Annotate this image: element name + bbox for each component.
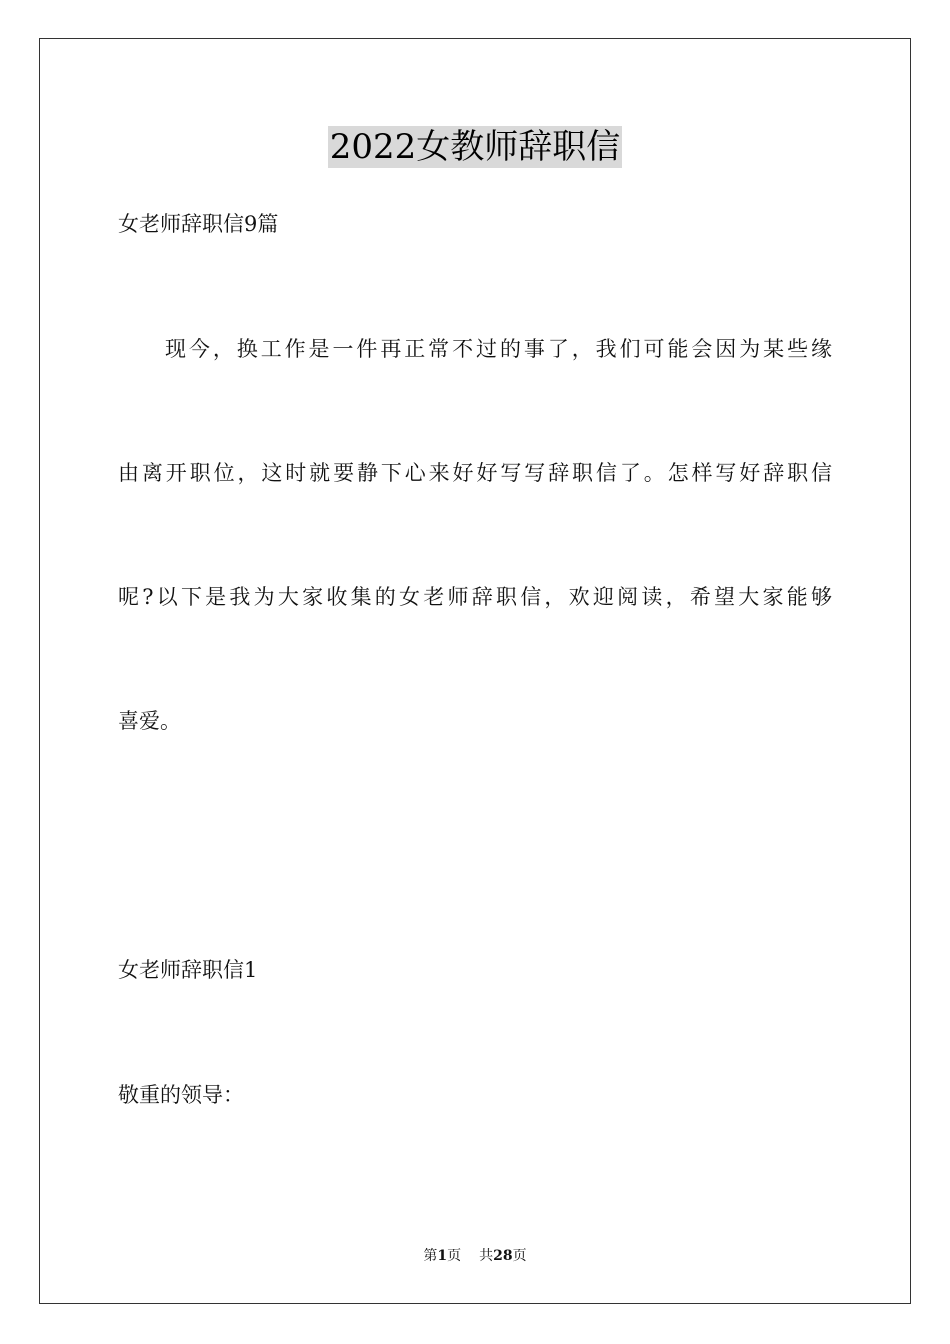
footer-total-suffix: 页 <box>512 1248 527 1264</box>
intro-line-1: 现今，换工作是一件再正常不过的事了，我们可能会因为某些缘 <box>165 337 832 361</box>
intro-line-3: 呢?以下是我为大家收集的女老师辞职信，欢迎阅读，希望大家能够 <box>118 585 832 609</box>
document-subtitle: 女老师辞职信9篇 <box>118 212 279 236</box>
footer-total-pages: 28 <box>493 1248 513 1264</box>
footer-page-prefix: 第 <box>423 1248 438 1264</box>
title-container <box>0 126 950 168</box>
page-footer <box>0 1246 950 1266</box>
intro-line-4: 喜爱。 <box>118 709 181 733</box>
footer-page-number: 1 <box>437 1248 448 1264</box>
intro-line-2: 由离开职位，这时就要静下心来好好写写辞职信了。怎样写好辞职信 <box>118 461 832 485</box>
footer-page-suffix: 页 <box>447 1248 462 1264</box>
section-heading: 女老师辞职信1 <box>118 958 258 982</box>
footer-total-prefix: 共 <box>479 1248 494 1264</box>
salutation: 敬重的领导： <box>118 1083 244 1107</box>
document-title: 2022女教师辞职信 <box>329 127 621 167</box>
